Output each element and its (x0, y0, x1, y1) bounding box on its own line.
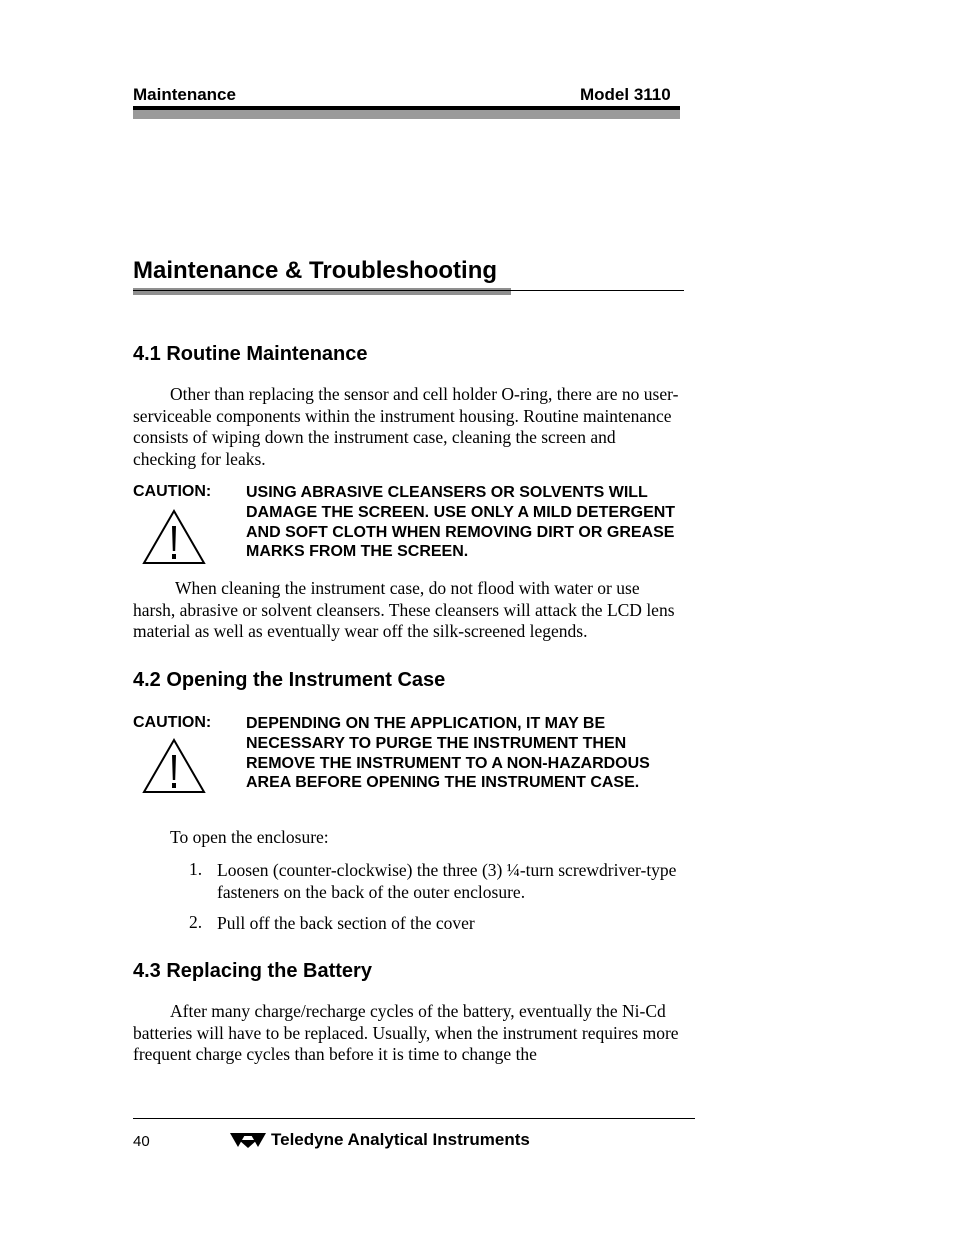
caution-label: CAUTION: (133, 483, 212, 500)
list-item-number: 2. (189, 912, 203, 932)
teledyne-logo-icon (230, 1131, 266, 1149)
footer-brand: Teledyne Analytical Instruments (271, 1130, 530, 1149)
section-heading-4-3: 4.3 Replacing the Battery (133, 960, 372, 982)
running-header-section: Maintenance (133, 85, 236, 104)
warning-triangle-icon (141, 508, 207, 566)
section-4-1-paragraph-1: Other than replacing the sensor and cell holder O-ring, there are no user-serviceable components within the instrument housing. Routine maintenance consists of wiping down the instrument case, cleaning the screen and checking for leaks. (133, 384, 679, 470)
running-header-model: Model 3110 (580, 85, 671, 104)
section-heading-4-2: 4.2 Opening the Instrument Case (133, 669, 446, 691)
section-4-3-paragraph-1: After many charge/recharge cycles of the battery, eventually the Ni-Cd batteries will have to be replaced. Usually, when the instrument requires more frequent charge cycles than before it is time to change the (133, 1001, 679, 1065)
chapter-title: Maintenance & Troubleshooting (133, 257, 498, 284)
section-4-2-intro: To open the enclosure: (170, 827, 329, 847)
list-item-text: Pull off the back section of the cover (217, 913, 475, 933)
caution-text: DEPENDING ON THE APPLICATION, IT MAY BE NECESSARY TO PURGE THE INSTRUMENT THEN REMOVE THE INSTRUMENT TO A NON-HAZARDOUS AREA BEFORE OPENING THE INSTRUMENT CASE. (246, 715, 650, 792)
header-rule-shadow (133, 110, 680, 119)
chapter-title-rule (133, 290, 684, 291)
list-item-text: Loosen (counter-clockwise) the three (3) ¼-turn screwdriver-type fasteners on the back of the outer enclosure. (217, 860, 677, 902)
list-item-number: 1. (189, 859, 203, 879)
footer-rule (133, 1118, 695, 1119)
section-4-1-paragraph-2: When cleaning the instrument case, do not flood with water or use harsh, abrasive or solvent cleansers. These cleansers will attack the LCD lens material as well as eventually wear off the silk-screened legends. (133, 578, 675, 642)
section-heading-4-1: 4.1 Routine Maintenance (133, 343, 368, 365)
page-number: 40 (133, 1133, 150, 1150)
caution-text: USING ABRASIVE CLEANSERS OR SOLVENTS WILL DAMAGE THE SCREEN. USE ONLY A MILD DETERGENT AND SOFT CLOTH WHEN REMOVING DIRT OR GREASE MARKS FROM THE SCREEN. (246, 484, 676, 561)
caution-label: CAUTION: (133, 714, 212, 731)
warning-triangle-icon (141, 737, 207, 795)
